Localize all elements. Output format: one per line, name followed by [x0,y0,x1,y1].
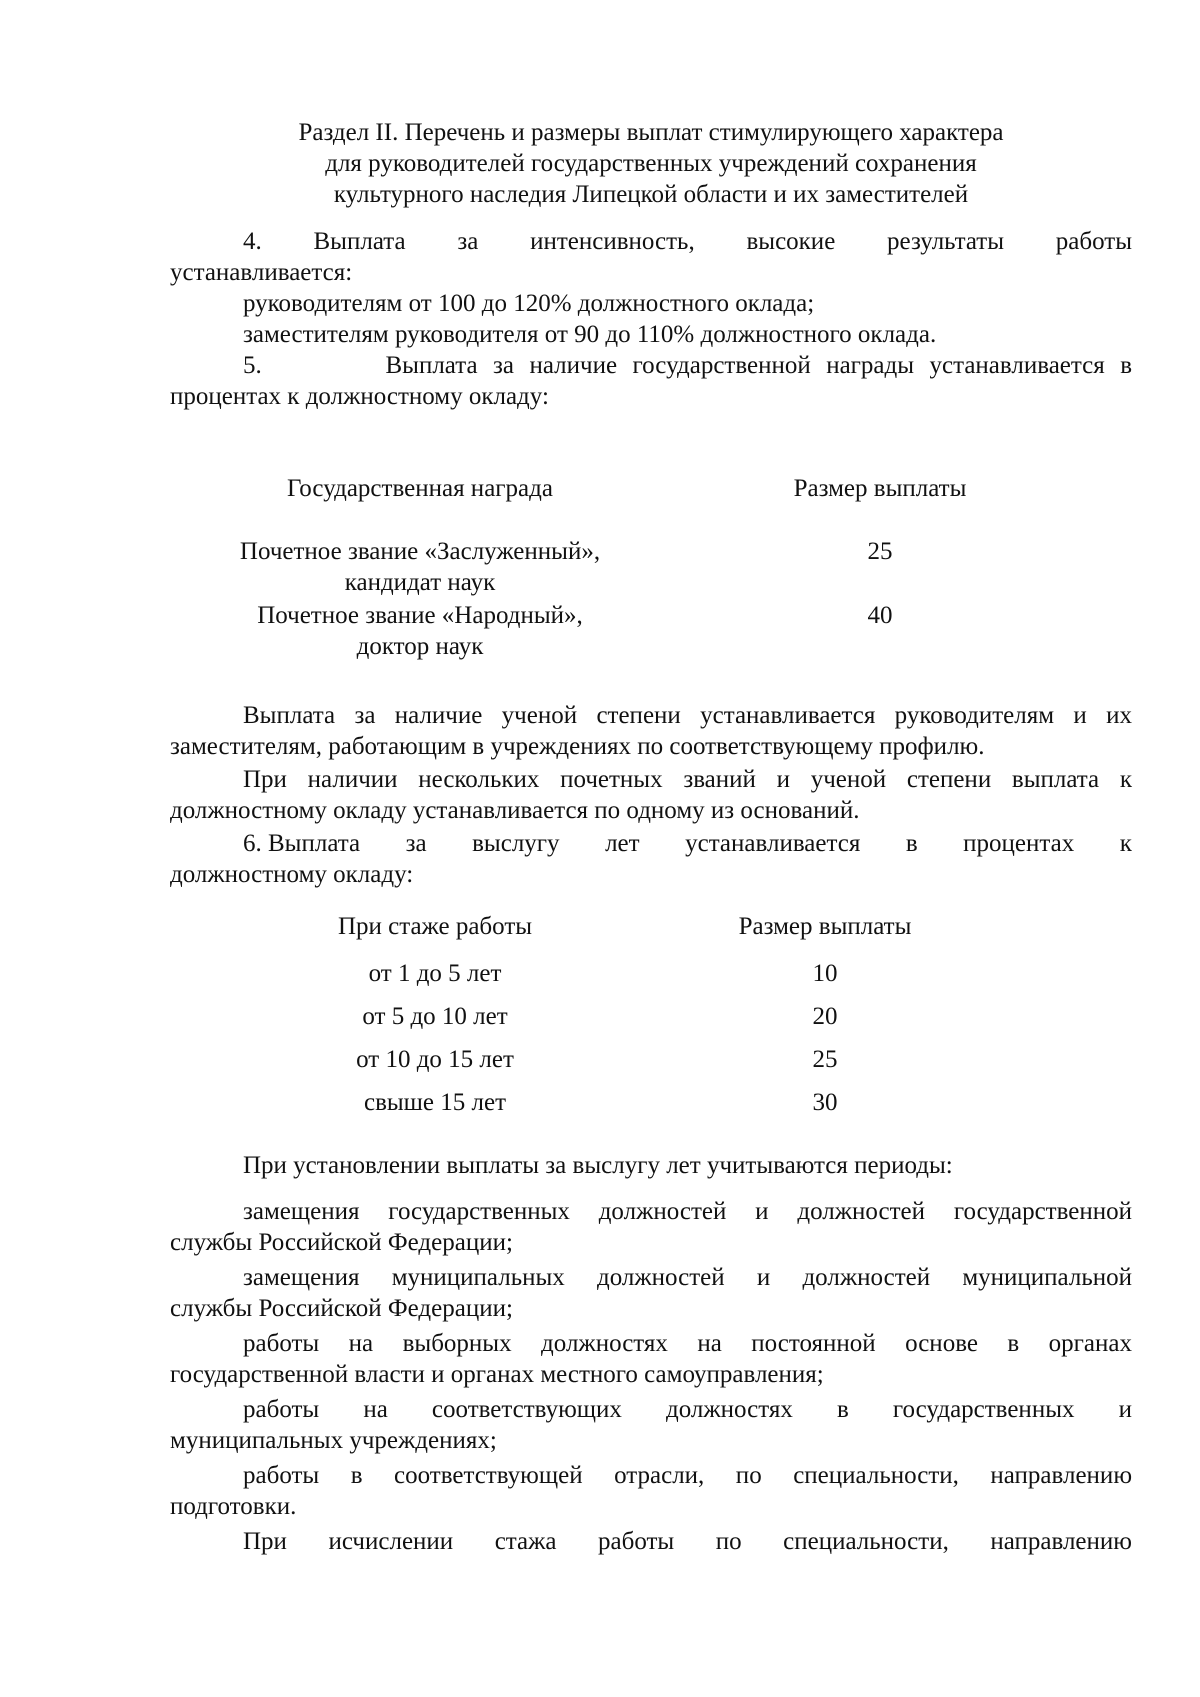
section-heading [170,117,1132,210]
period-continuation: подготовки. [170,1493,297,1520]
several-titles-continuation: должностному окладу устанавливается по одному из оснований. [170,797,860,824]
period-first-line: работы на соответствующих должностях в государственных и [243,1396,1132,1423]
seniority-row-period: от 1 до 5 лет [368,960,502,987]
item-6-word: выслугу [472,830,560,857]
item-6-word: лет [605,830,640,857]
item-6-word: к [1119,830,1132,857]
seniority-row-amount: 10 [812,960,838,987]
item-6-continuation: должностному окладу: [170,861,414,888]
last-line-word: исчислении [328,1528,454,1555]
period-item [170,1262,1132,1324]
period-first-line: работы на выборных должностях на постоянной основе в органах [243,1330,1132,1357]
last-line-word: направлению [990,1528,1132,1555]
item-6-word: в [905,830,918,857]
section-heading-line: Раздел II. Перечень и размеры выплат стимулирующего характера [298,119,1004,146]
degree-continuation: заместителям, работающим в учреждениях по соответствующему профилю. [170,733,985,760]
last-line-word: стажа [494,1528,557,1555]
seniority-row-period: от 5 до 10 лет [362,1003,508,1030]
seniority-table-header-period: При стаже работы [337,913,533,940]
last-line-word: специальности, [783,1528,949,1555]
period-continuation: муниципальных учреждениях; [170,1427,497,1454]
period-item [170,1394,1132,1456]
period-first-line: замещения муниципальных должностей и должностей муниципальной [243,1264,1132,1291]
seniority-row-period: от 10 до 15 лет [356,1046,514,1073]
seniority-table-header-amount: Размер выплаты [738,913,912,940]
several-titles-first-line: При наличии нескольких почетных званий и ученой степени выплата к [243,766,1132,793]
degree-first-line: Выплата за наличие ученой степени устанавливается руководителям и их [243,702,1132,729]
period-item [170,1328,1132,1390]
award-row-2-amount: 40 [867,602,893,629]
seniority-row-amount: 25 [812,1046,838,1073]
item-4-word: результаты [887,228,1005,255]
last-line-word: работы [598,1528,675,1555]
item-6-first-line [243,828,1132,859]
item-4-first-line [243,226,1132,257]
degree-paragraph [170,700,1132,762]
period-continuation: службы Российской Федерации; [170,1295,513,1322]
item-4-word: интенсивность, [530,228,695,255]
item-5-first-line: 5. Выплата за наличие государственной награды устанавливается в [243,352,1132,379]
item-4-word: 4. [243,228,262,255]
award-row-2-line-2: доктор наук [356,633,484,660]
period-first-line: замещения государственных должностей и должностей государственной [243,1198,1132,1225]
item-6-word: 6. Выплата [243,830,361,857]
award-row-2-line-1: Почетное звание «Народный», [257,602,583,629]
period-continuation: службы Российской Федерации; [170,1229,513,1256]
award-row-1-line-1: Почетное звание «Заслуженный», [239,538,601,565]
seniority-row-amount: 30 [812,1089,838,1116]
seniority-row-period: свыше 15 лет [363,1089,507,1116]
last-line [243,1526,1132,1557]
item-5-continuation: процентах к должностному окладу: [170,383,549,410]
item-4-deputies-rate: заместителям руководителя от 90 до 110% должностного оклада. [243,321,937,348]
periods-intro: При установлении выплаты за выслугу лет учитываются периоды: [243,1152,953,1179]
award-row-1-line-2: кандидат наук [344,569,496,596]
section-heading-line: для руководителей государственных учреждений сохранения [325,150,977,177]
item-4-word: высокие [746,228,836,255]
period-item [170,1196,1132,1258]
several-titles-paragraph [170,764,1132,826]
item-4-word: Выплата [313,228,406,255]
period-item [170,1460,1132,1522]
period-continuation: государственной власти и органах местного самоуправления; [170,1361,824,1388]
item-4-heads-rate: руководителям от 100 до 120% должностного оклада; [243,290,815,317]
item-5-paragraph [170,350,1132,412]
last-line-word: При [243,1528,287,1555]
item-6-word: устанавливается [685,830,861,857]
item-4-word: за [457,228,479,255]
award-row-1-amount: 25 [867,538,893,565]
section-heading-line: культурного наследия Липецкой области и их заместителей [333,181,969,208]
awards-table-header-award: Государственная награда [287,475,553,502]
awards-table-header-amount: Размер выплаты [793,475,967,502]
period-first-line: работы в соответствующей отрасли, по специальности, направлению [243,1462,1132,1489]
item-4-continuation: устанавливается: [170,259,353,286]
last-line-word: по [715,1528,742,1555]
item-6-word: процентах [963,830,1075,857]
item-6-word: за [405,830,427,857]
item-4-word: работы [1055,228,1132,255]
seniority-row-amount: 20 [812,1003,838,1030]
